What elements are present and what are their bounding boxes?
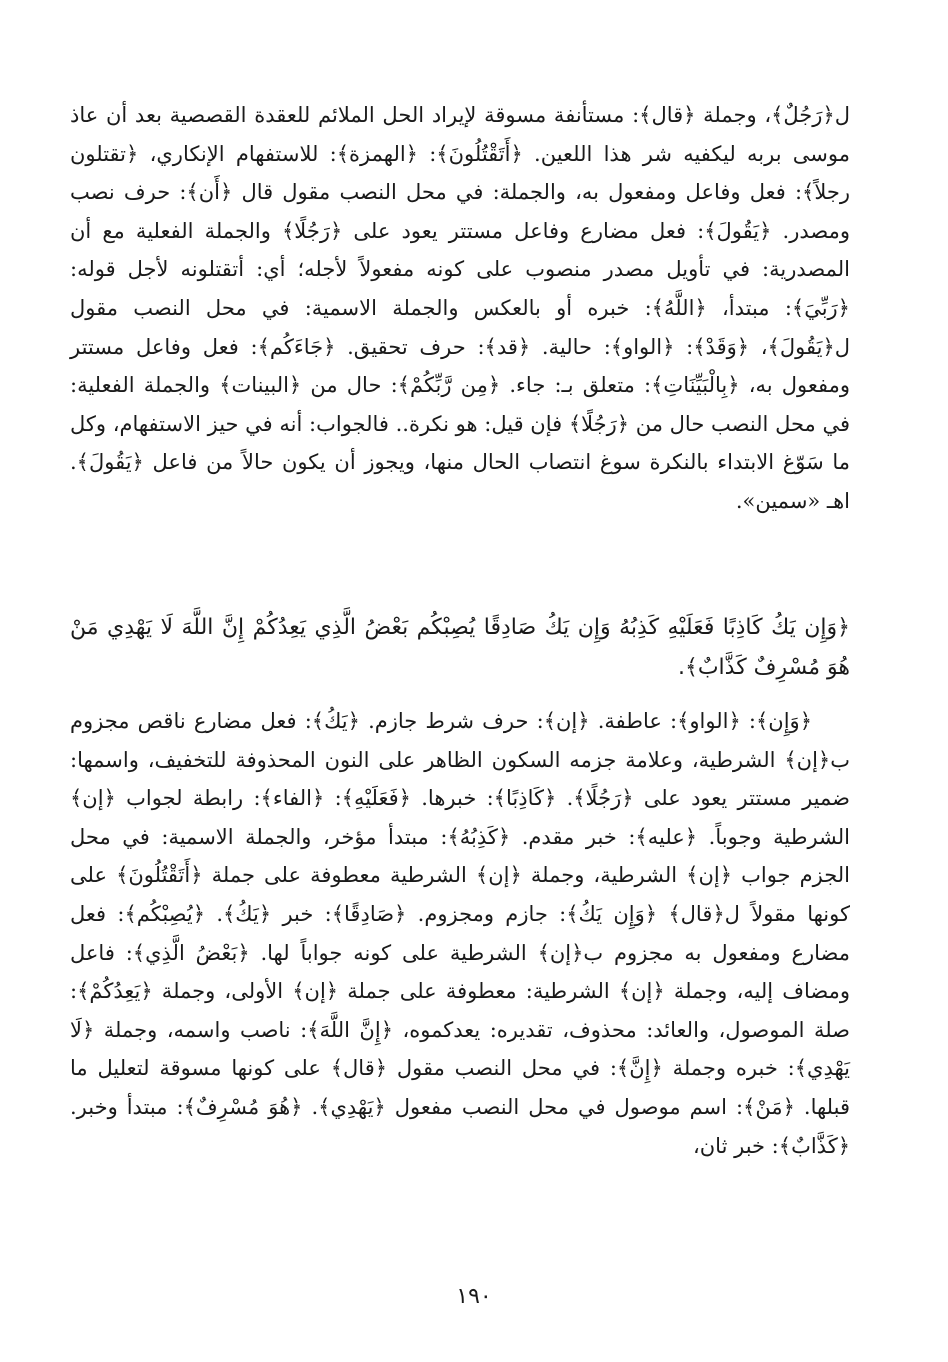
- paragraph-commentary-2: ﴿وَإِن﴾: ﴿الواو﴾: عاطفة. ﴿إن﴾: حرف شرط جازم. ﴿يَكُ﴾: فعل مضارع ناقص مجزوم ب﴿إن﴾ الشرطية، وعلامة جزمه السكون الظاهر على النون المحذوفة للتخفيف، واسمها: ضمير مستتر يعود على ﴿رَجُلًا﴾. ﴿كَاذِبًا﴾: خبرها. ﴿فَعَلَيْهِ﴾: ﴿الفاء﴾: رابطة لجواب ﴿إن﴾ الشرطية وجوباً. ﴿عليه﴾: خبر مقدم. ﴿كَذِبُهُ﴾: مبتدأ مؤخر، والجملة الاسمية: في محل الجزم جواب ﴿إن﴾ الشرطية، وجملة ﴿إن﴾ الشرطية معطوفة على جملة ﴿أَتَقْتُلُونَ﴾ على كونها مقولاً ل﴿قال﴾ ﴿وَإِن يَكُ﴾: جازم ومجزوم. ﴿صَادِقًا﴾: خبر ﴿يَكُ﴾. ﴿يُصِبْكُم﴾: فعل مضارع ومفعول به مجزوم ب﴿إن﴾ الشرطية على كونه جواباً لها. ﴿بَعْضُ الَّذِي﴾: فاعل ومضاف إليه، وجملة ﴿إن﴾ الشرطية: معطوفة على جملة ﴿إن﴾ الأولى، وجملة ﴿يَعِدُكُمْ﴾: صلة الموصول، والعائد: محذوف، تقديره: يعدكموه، ﴿إِنَّ اللَّهَ﴾: ناصب واسمه، وجملة ﴿لَا يَهْدِي﴾: خبره وجملة ﴿إِنَّ﴾: في محل النصب مقول ﴿قال﴾ على كونها مسوقة لتعليل ما قبلها. ﴿مَنْ﴾: اسم موصول في محل النصب مفعول ﴿يَهْدِي﴾. ﴿هُوَ مُسْرِفٌ﴾: مبتدأ وخبر. ﴿كَذَّابٌ﴾: خبر ثان،: [70, 709, 850, 1158]
- paragraph-commentary-1: ل﴿رَجُلٌ﴾، وجملة ﴿قال﴾: مستأنفة مسوقة لإيراد الحل الملائم للعقدة القصصية بعد أن عاذ موسى بربه ليكفيه شر هذا اللعين. ﴿أَتَقْتُلُونَ﴾: ﴿الهمزة﴾: للاستفهام الإنكاري، ﴿تقتلون رجلاً﴾: فعل وفاعل ومفعول به، والجملة: في محل النصب مقول قال ﴿أَن﴾: حرف نصب ومصدر. ﴿يَقُولَ﴾: فعل مضارع وفاعل مستتر يعود على ﴿رَجُلًا﴾ والجملة الفعلية مع أن المصدرية: في تأويل مصدر منصوب على كونه مفعولاً لأجله؛ أي: أتقتلونه لأجل قوله: ﴿رَبِّيَ﴾: مبتدأ، ﴿اللَّهُ﴾: خبره أو بالعكس والجملة الاسمية: في محل النصب مقول ل﴿يَقُولَ﴾، ﴿وَقَدْ﴾: ﴿الواو﴾: حالية. ﴿قد﴾: حرف تحقيق. ﴿جَاءَكُم﴾: فعل وفاعل مستتر ومفعول به، ﴿بِالْبَيِّنَاتِ﴾: متعلق بـ: جاء. ﴿مِن رَّبِّكُمْ﴾: حال من ﴿البينات﴾ والجملة الفعلية: في محل النصب حال من ﴿رَجُلًا﴾ فإن قيل: هو نكرة.. فالجواب: أنه في حيز الاستفهام، وكل ما سَوّغ الابتداء بالنكرة سوغ انتصاب الحال منها، ويجوز أن يكون حالاً من فاعل ﴿يَقُولَ﴾. اهـ «سمين».: [69, 103, 850, 513]
- page-number: ١٩٠: [456, 1284, 492, 1309]
- page-body: [70, 96, 850, 1165]
- quran-verse: ﴿وَإِن يَكُ كَاذِبًا فَعَلَيْهِ كَذِبُهُ وَإِن يَكُ صَادِقًا يُصِبْكُم بَعْضُ الَّذِي يَعِدُكُمْ إِنَّ اللَّهَ لَا يَهْدِي مَنْ هُوَ مُسْرِفٌ كَذَّابٌ﴾.: [70, 615, 850, 680]
